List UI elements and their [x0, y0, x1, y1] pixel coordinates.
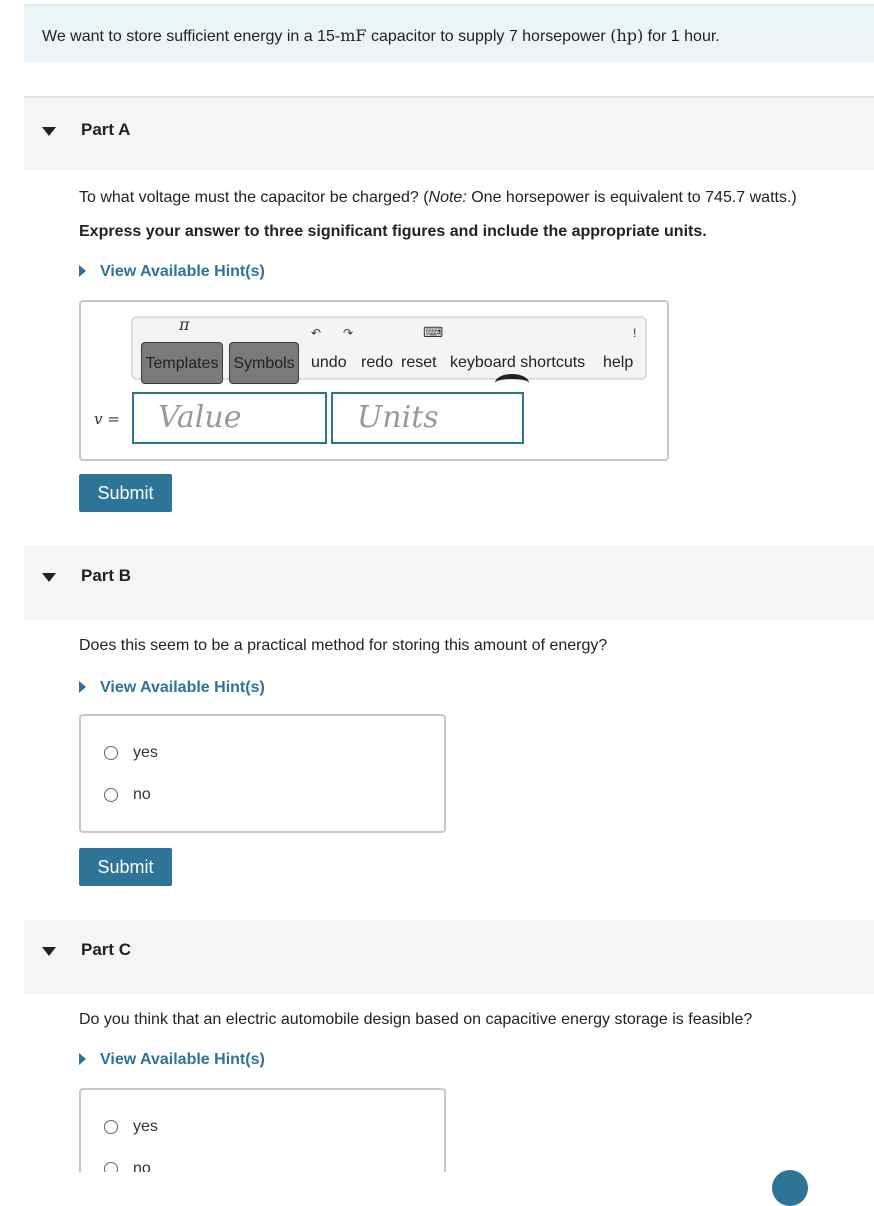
- part-c-question: Do you think that an electric automobile design based on capacitive energy storage is feasible?: [79, 1011, 753, 1028]
- radio-no[interactable]: [104, 1162, 118, 1172]
- part-a-submit-button[interactable]: Submit: [79, 474, 172, 512]
- part-c-clip: [0, 1088, 874, 1172]
- choice-yes-label[interactable]: yes: [133, 1118, 158, 1135]
- part-a-question: To what voltage must the capacitor be charged? (Note: One horsepower is equivalent to 745.7 watts.): [79, 189, 797, 206]
- collapse-caret-icon[interactable]: [42, 573, 56, 582]
- floating-action-button[interactable]: [772, 1170, 808, 1206]
- problem-statement: [24, 4, 874, 62]
- math-toolbar: [131, 316, 647, 380]
- expand-triangle-icon: [79, 681, 86, 693]
- reset-button[interactable]: reset: [401, 354, 437, 371]
- redo-button[interactable]: redo: [361, 354, 394, 371]
- symbols-button[interactable]: Symbols: [229, 342, 299, 384]
- templates-button[interactable]: Templates: [141, 342, 223, 384]
- part-b-choices: [79, 714, 446, 833]
- undo-arrow-icon: ↶: [311, 326, 322, 340]
- part-b-submit-button[interactable]: Submit: [79, 848, 172, 886]
- part-c-hint-link[interactable]: View Available Hint(s): [79, 1051, 265, 1069]
- alert-icon: !: [633, 326, 637, 340]
- part-b-title: Part B: [81, 566, 132, 585]
- collapse-caret-icon[interactable]: [42, 947, 56, 956]
- radio-yes[interactable]: [104, 1120, 118, 1134]
- expand-triangle-icon: [79, 265, 86, 277]
- part-a-header[interactable]: [24, 96, 874, 170]
- part-a-hint-link[interactable]: View Available Hint(s): [79, 263, 265, 281]
- choice-no-label[interactable]: no: [133, 1160, 151, 1172]
- radio-no[interactable]: [104, 788, 118, 802]
- part-c-title: Part C: [81, 940, 132, 959]
- loading-spinner-icon: [495, 374, 529, 392]
- part-b-question: Does this seem to be a practical method for storing this amount of energy?: [79, 637, 608, 654]
- answer-editor: [79, 300, 669, 461]
- pi-icon: π: [179, 315, 190, 334]
- redo-arrow-icon: ↷: [343, 326, 354, 340]
- part-a-instruction: Express your answer to three significant figures and include the appropriate units.: [79, 223, 707, 240]
- radio-yes[interactable]: [104, 746, 118, 760]
- part-b-header[interactable]: [24, 546, 874, 620]
- variable-label: v =: [94, 410, 120, 428]
- part-a-title: Part A: [81, 120, 131, 139]
- expand-triangle-icon: [79, 1053, 86, 1065]
- help-button[interactable]: help: [603, 354, 634, 371]
- undo-button[interactable]: undo: [311, 354, 347, 371]
- problem-text: We want to store sufficient energy in a 15-mF capacitor to supply 7 horsepower (hp) for 1 hour.: [42, 26, 720, 45]
- part-b-hint-link[interactable]: View Available Hint(s): [79, 679, 265, 697]
- collapse-caret-icon[interactable]: [42, 127, 56, 136]
- choice-yes-label[interactable]: yes: [133, 744, 158, 761]
- part-c-choices: [79, 1088, 446, 1172]
- units-input[interactable]: Units: [331, 392, 524, 444]
- keyboard-shortcuts-button[interactable]: keyboard shortcuts: [450, 354, 586, 371]
- keyboard-icon: ⌨: [423, 324, 444, 340]
- value-input[interactable]: Value: [132, 392, 327, 444]
- choice-no-label[interactable]: no: [133, 786, 151, 803]
- part-c-header[interactable]: [24, 920, 874, 994]
